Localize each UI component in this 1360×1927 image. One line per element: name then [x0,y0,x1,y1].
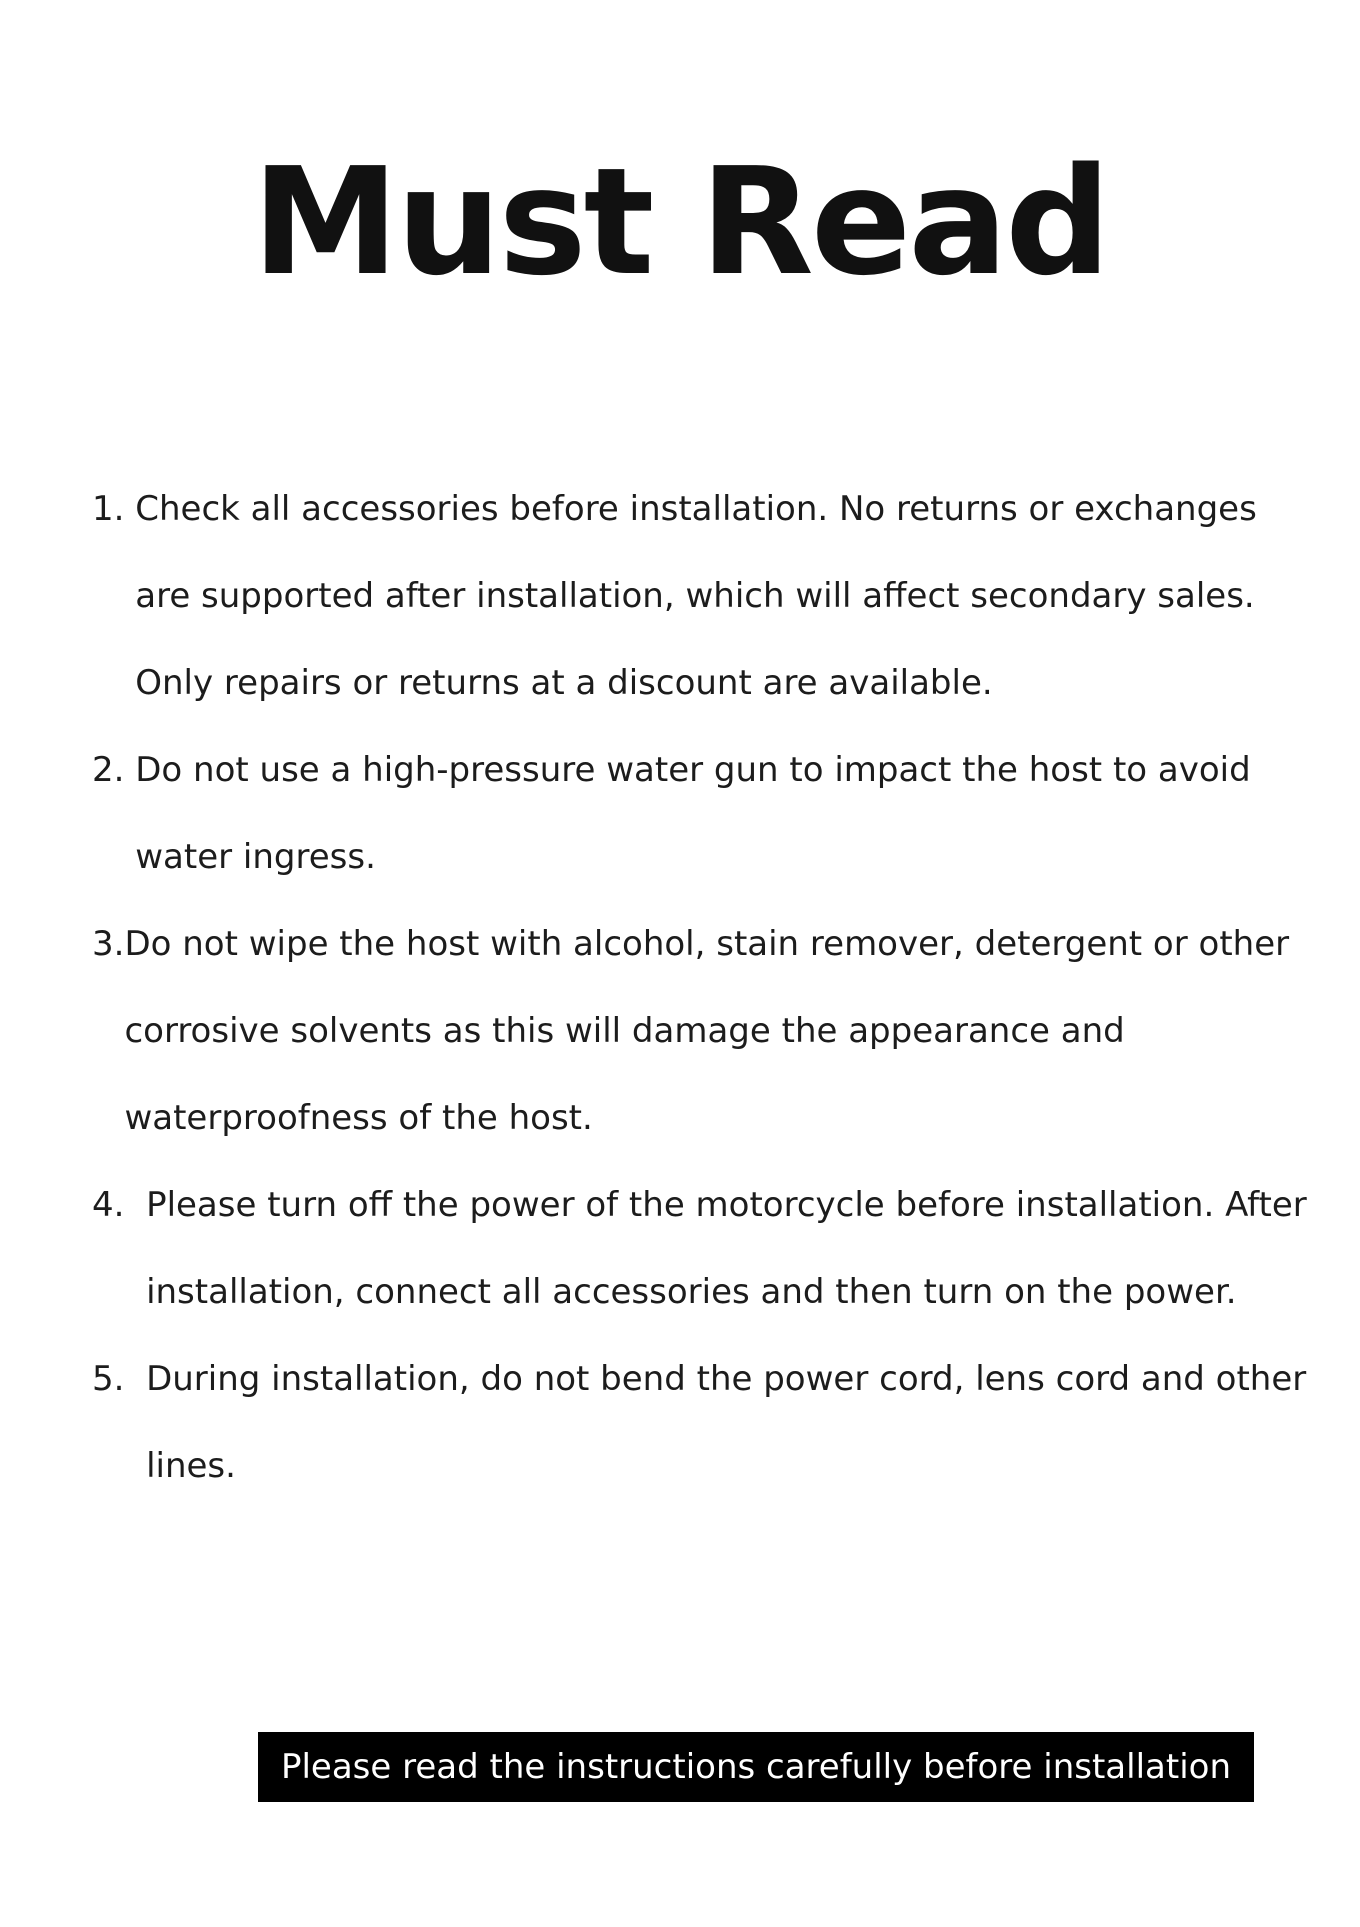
footer-banner [258,1732,1254,1802]
instruction-number: 4. [92,1185,147,1225]
instruction-item-2 [92,727,1312,901]
instruction-item-1 [92,466,1312,727]
page-title: Must Read [251,136,1109,308]
instruction-item-5 [92,1336,1312,1510]
instruction-text: Do not use a high-pressure water gun to impact the host to avoid water ingress. [135,750,1251,877]
instruction-list [92,466,1312,1510]
instruction-number: 2. [92,750,136,790]
instruction-item-4 [92,1162,1312,1336]
instruction-item-3 [92,901,1312,1162]
footer-banner-text: Please read the instructions carefully before installation [280,1747,1231,1787]
instruction-text: Please turn off the power of the motorcycle before installation. After installation, connect all accessories and then turn on the power. [146,1185,1307,1312]
instruction-number: 5. [92,1359,147,1399]
instruction-text: Check all accessories before installation. No returns or exchanges are supported after installation, which will affect secondary sales. Only repairs or returns at a discount are available. [135,489,1257,703]
instruction-text: Do not wipe the host with alcohol, stain remover, detergent or other corrosive solvents as this will damage the appearance and waterproofness of the host. [124,924,1290,1138]
instruction-text: During installation, do not bend the power cord, lens cord and other lines. [146,1359,1307,1486]
instruction-number: 3. [92,924,125,964]
instruction-number: 1. [92,489,136,529]
